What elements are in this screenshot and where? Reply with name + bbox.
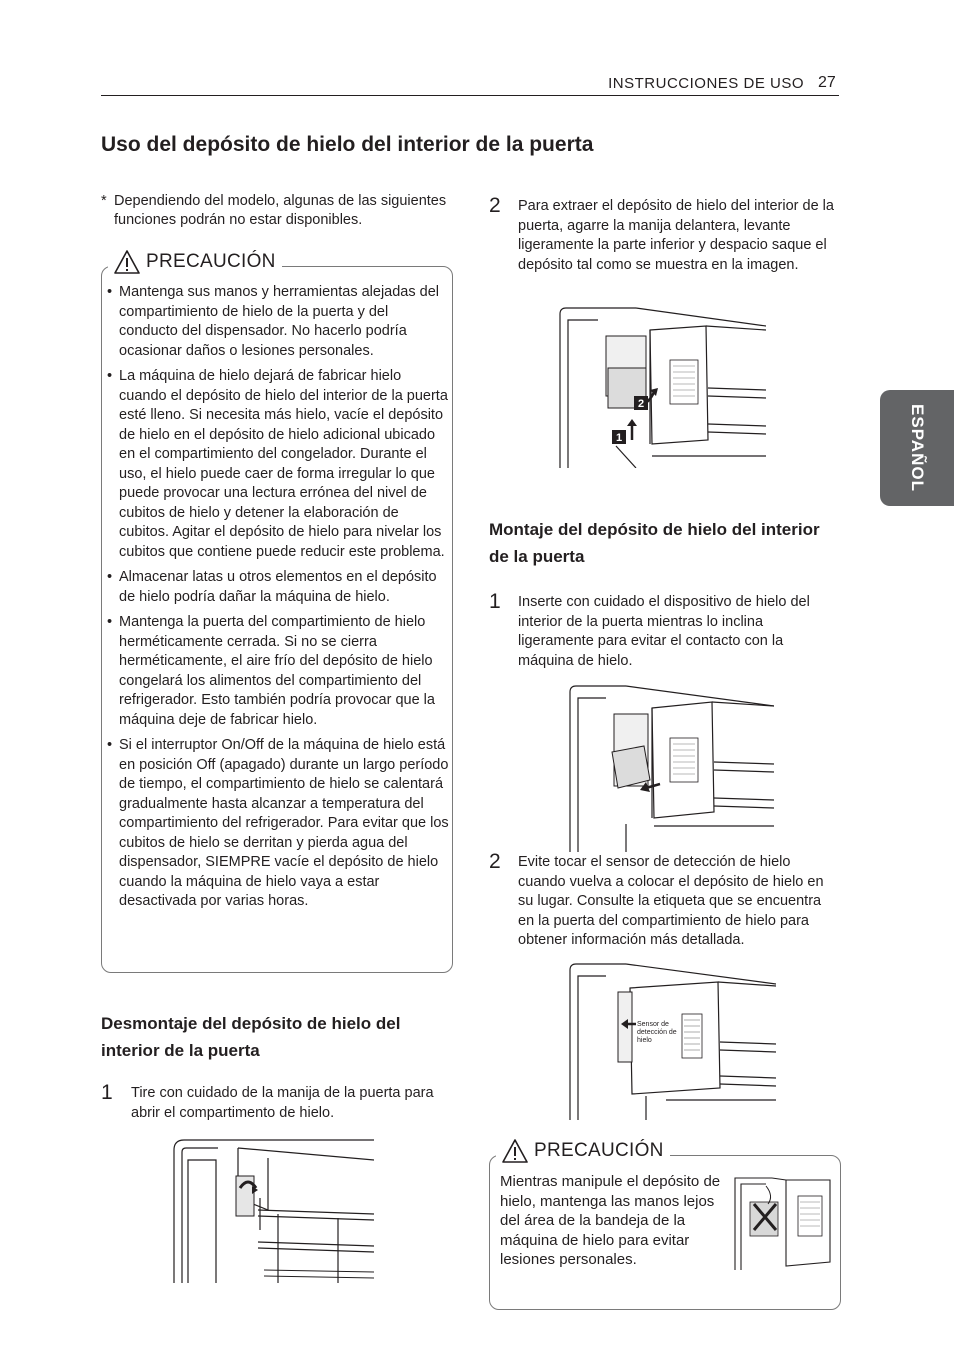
install-step-1-number: 1 [489, 590, 501, 613]
language-tab [880, 390, 954, 506]
availability-note [101, 192, 461, 230]
caution-item: • Si el interruptor On/Off de la máquina de hielo está en posición Off (apagado) durante un largo período de tiempo, el compartimiento de hielo se calentará gradualmente hasta alcanzar a temperatura del compartimiento del refrigerador. Para evitar que los cubitos de hielo se derritan y pierda agua del dispensador, SIEMPRE vacíe el depósito de hielo cuando la máquina de hielo vaya a estar desactivada por varias horas. [107, 736, 450, 912]
warning-triangle-icon [114, 250, 140, 274]
note-asterisk: * [101, 193, 107, 209]
figure-hand-caution [732, 1174, 832, 1270]
removal-step-2-text: Para extraer el depósito de hielo del interior de la puerta, agarre la manija delantera, levante ligeramente la parte inferior y despacio saque el depósito tal como se muestra en la imagen. [518, 198, 834, 273]
install-step-1-text: Inserte con cuidado el dispositivo de hielo del interior de la puerta mientras lo inclina ligeramente para evitar el contacto con la máquina de hielo. [518, 594, 810, 669]
caution-heading-2 [496, 1139, 670, 1163]
sensor-label-line-2: detección de [637, 1029, 677, 1036]
caution-2-text: Mientras manipule el depósito de hielo, mantenga las manos lejos del área de la bandeja de la máquina de hielo para evitar lesiones personales. [500, 1173, 721, 1268]
page-number: 27 [818, 74, 836, 91]
removal-step-1-number: 1 [101, 1081, 113, 1104]
install-step-2-number: 2 [489, 850, 501, 873]
install-heading: Montaje del depósito de hielo del interior de la puerta [489, 520, 820, 566]
sensor-label-line-3: hielo [637, 1037, 652, 1044]
page-title: Uso del depósito de hielo del interior de la puerta [101, 133, 594, 156]
sensor-label-line-1: Sensor de [637, 1021, 669, 1028]
step-badge-1-label: 1 [615, 432, 623, 444]
removal-step-1-text: Tire con cuidado de la manija de la puerta para abrir el compartimento de hielo. [131, 1085, 434, 1121]
figure-ice-sensor [566, 962, 776, 1120]
caution-item: • Mantenga sus manos y herramientas alejadas del compartimiento de hielo de la puerta y del conducto del dispensador. No hacerlo podría ocasionar daños o lesiones personales. [107, 283, 450, 361]
language-tab-label: ESPAÑOL [908, 404, 927, 492]
figure-remove-ice-bin [556, 306, 766, 468]
figure-insert-ice-bin [566, 684, 774, 852]
figure-open-ice-door [168, 1138, 374, 1283]
running-header: INSTRUCCIONES DE USO [608, 75, 804, 92]
caution-label: PRECAUCIÓN [146, 251, 276, 272]
header-rule [101, 95, 839, 96]
caution-item: • Mantenga la puerta del compartimiento de hielo herméticamente cerrada. Si no se cierra herméticamente, el aire frío del depósito de hielo congelará los alimentos del compartimiento del refrigerador. Esto también podría provocar que la máquina deje de fabricar hielo. [107, 613, 450, 730]
caution-list [107, 283, 450, 918]
note-text: Dependiendo del modelo, algunas de las siguientes funciones podrán no estar disponibles. [114, 193, 447, 228]
caution-item: • La máquina de hielo dejará de fabricar hielo cuando el depósito de hielo del interior de la puerta esté lleno. Si necesita más hielo, vacíe el depósito de hielo en el depósito de hielo adicional ubicado en el compartimiento del congelador. Durante el uso, el hielo puede caer de forma irregular lo que puede provocar una lectura errónea del nivel de cubitos de hielo y detener la elaboración de cubitos. Agitar el depósito de hielo para nivelar los cubitos que contiene puede reducir este problema. [107, 367, 450, 562]
caution-label-2: PRECAUCIÓN [534, 1140, 664, 1161]
install-step-2-text: Evite tocar el sensor de detección de hielo cuando vuelva a colocar el depósito de hielo en su lugar. Consulte la etiqueta que se encuentra en la puerta del compartimiento de hielo para obtener información más detallada. [518, 854, 824, 948]
removal-step-2-number: 2 [489, 194, 501, 217]
step-badge-2-label: 2 [637, 398, 645, 410]
caution-heading [108, 250, 282, 274]
warning-triangle-icon [502, 1139, 528, 1163]
caution-item: • Almacenar latas u otros elementos en el depósito de hielo podría dañar la máquina de hielo. [107, 568, 450, 607]
removal-heading: Desmontaje del depósito de hielo del interior de la puerta [101, 1014, 401, 1060]
